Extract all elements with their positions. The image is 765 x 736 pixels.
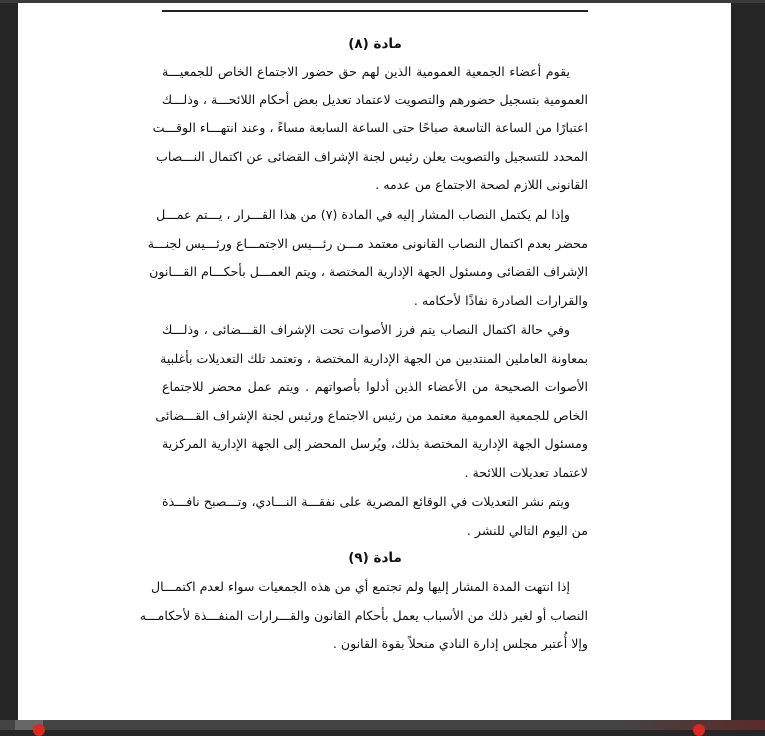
article-heading: مادة (٩) (348, 550, 402, 566)
text-line: لاعتماد تعديلات اللائحة . (464, 465, 588, 480)
text-line: الأصوات الصحيحة من الأعضاء الذين أدلوا بأصواتهم . ويتم عمل محضر للاجتماع (162, 379, 588, 394)
text-line: من اليوم التالي للنشر . (466, 523, 588, 538)
text-line: ومسئول الجهة الإدارية المختصة بذلك، ويُرسل المحضر إلى الجهة الإدارية المركزية (162, 436, 588, 451)
text-line: بمعاونة العاملين المنتدبين من الجهة الإدارية المختصة ، وتعتمد تلك التعديلات بأغلبية (160, 351, 588, 366)
text-line: وإذا لم يكتمل النصاب المشار إليه في المادة (٧) من هذا القـــرار ، يـــتم عمـــل (156, 207, 570, 222)
text-line: ويتم نشر التعديلات في الوقائع المصرية على نفقـــة النـــادي، وتـــصبح نافـــذة (162, 494, 570, 509)
record-indicator-icon[interactable] (33, 724, 45, 736)
text-line: يقوم أعضاء الجمعية العمومية الذين لهم حق حضور الاجتماع الخاص للجمعيـــة (162, 64, 570, 79)
text-line: إذا انتهت المدة المشار إليها ولم تجتمع أي من هذه الجمعيات سواء لعدم اكتمـــال (150, 579, 570, 594)
text-line: وإلا أُعتبر مجلس إدارة النادي منحلاً بقوة القانون . (332, 636, 588, 651)
viewer-bottom-toolbar[interactable] (0, 720, 765, 730)
text-line: المحدد للتسجيل والتصويت يعلن رئيس لجنة الإشراف القضائى عن اكتمال النـــصاب (155, 149, 588, 164)
document-page (18, 3, 731, 720)
header-rule (162, 10, 588, 12)
text-line: العمومية بتسجيل حضورهم والتصويت لاعتماد تعديل بعض أحكام اللائحـــة ، وذلـــك (161, 92, 588, 107)
article-heading: مادة (٨) (348, 36, 402, 52)
text-line: النصاب أو لغير ذلك من الأسباب يعمل بأحكام القانون والقـــرارات المنفـــذة لأحكامـــه (139, 608, 588, 623)
text-line: الخاص للجمعية العمومية معتمد من رئيس الاجتماع ورئيس لجنة الإشراف القـــضائى (155, 408, 588, 423)
record-indicator-icon[interactable] (693, 724, 705, 736)
text-line: محضر بعدم اكتمال النصاب القانونى معتمد مـــن رئـــيس الاجتمـــاع ورئـــيس لجنـــة (147, 236, 588, 251)
text-line: اعتبارًا من الساعة التاسعة صباحًا حتى الساعة السابعة مساءً ، وعند انتهـــاء الوقـــت (152, 120, 588, 135)
text-line: والقرارات الصادرة نفاذًا لأحكامه . (413, 293, 588, 308)
text-line: القانونى اللازم لصحة الاجتماع من عدمه . (375, 177, 588, 192)
text-line: الإشراف القضائى ومسئول الجهة الإدارية المختصة ، ويتم العمـــل بأحكـــام القـــانون (149, 264, 588, 279)
text-line: وفي حالة اكتمال النصاب يتم فرز الأصوات تحت الإشراف القـــضائى ، وذلـــك (162, 322, 570, 337)
